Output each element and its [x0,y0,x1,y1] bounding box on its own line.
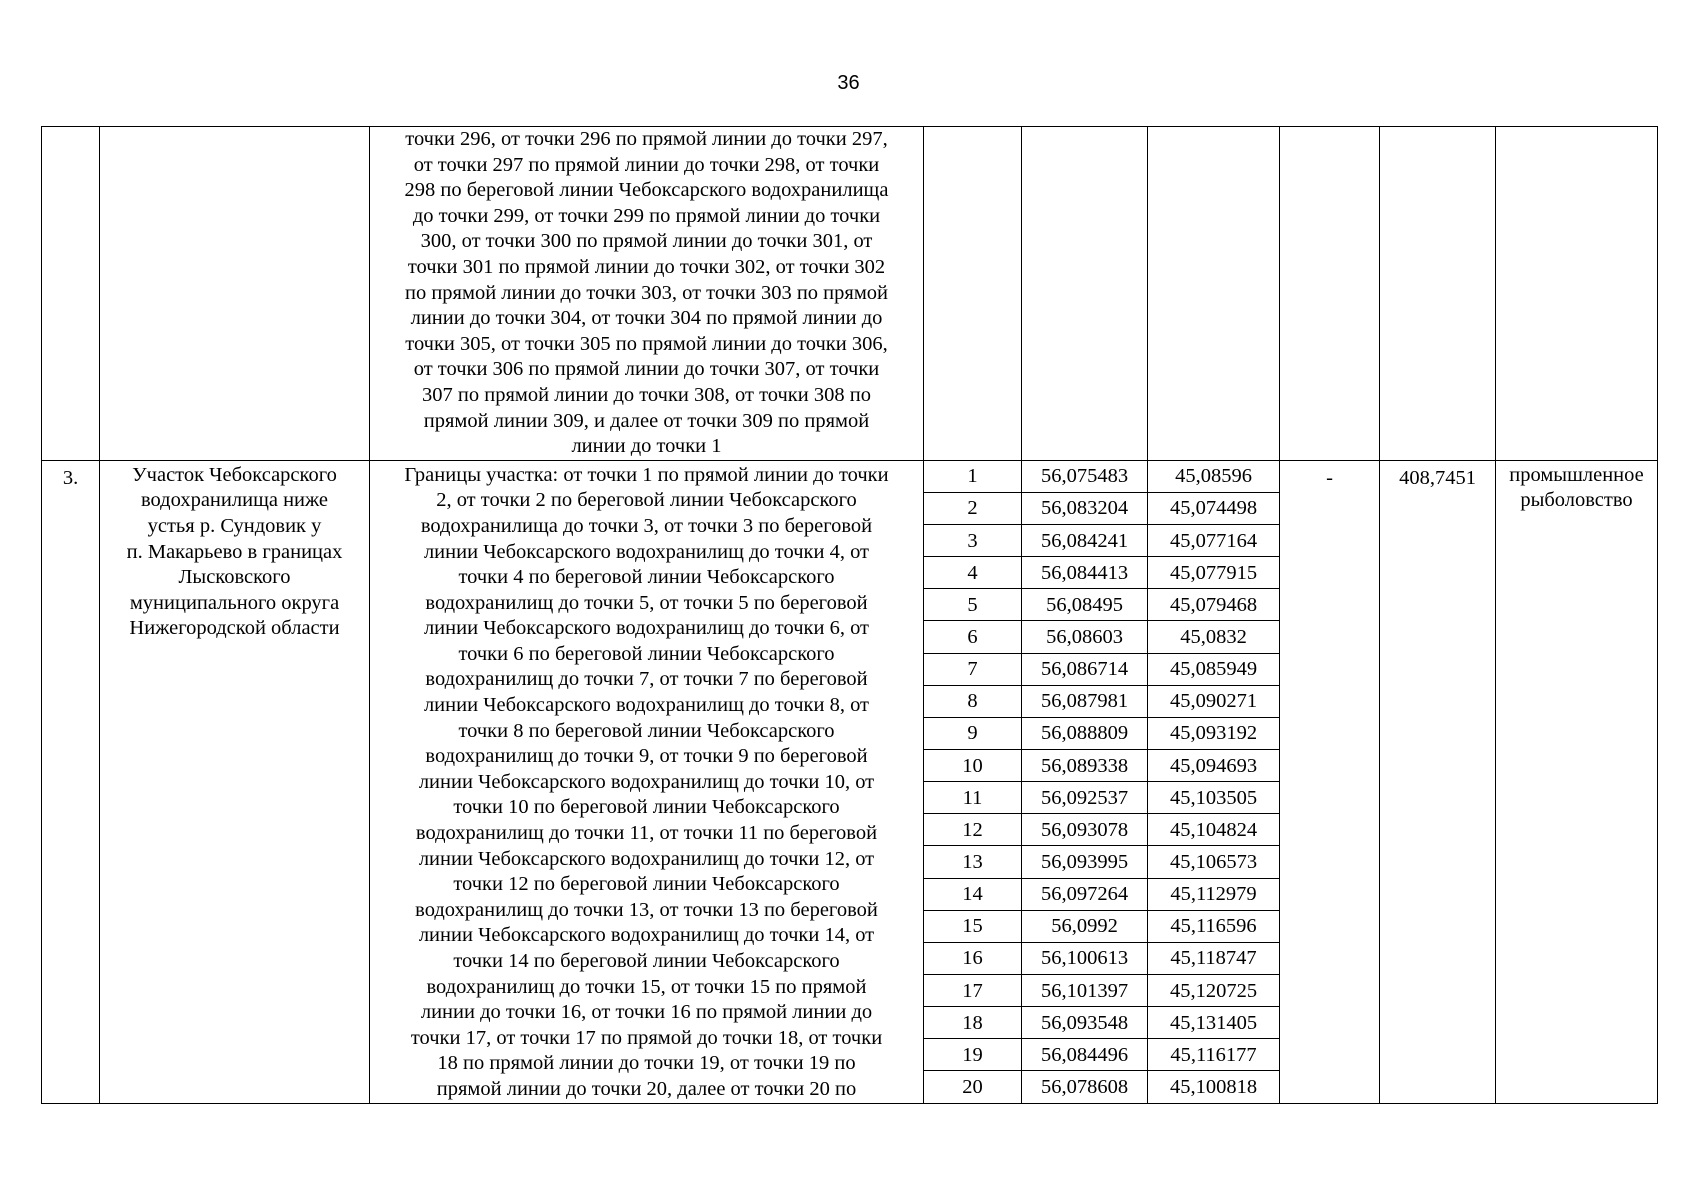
latitude: 56,078608 [1022,1071,1148,1103]
latitude: 56,084413 [1022,557,1148,589]
description-line: водохранилищ до точки 13, от точки 13 по береговой [415,898,878,921]
row-number: 3. [42,460,100,1103]
latitude: 56,08495 [1022,589,1148,621]
description-line: водохранилищ до точки 7, от точки 7 по береговой [425,668,868,691]
longitude: 45,103505 [1148,782,1280,814]
description-line: точки 12 по береговой линии Чебоксарского [453,873,840,896]
latitude: 56,089338 [1022,749,1148,781]
cell-empty [42,127,100,461]
description-line: 298 по береговой линии Чебоксарского водохранилища [404,179,889,202]
longitude: 45,08596 [1148,460,1280,492]
latitude: 56,084241 [1022,525,1148,557]
description-line: точки 17, от точки 17 по прямой до точки 18, от точки [410,1026,883,1049]
point-number: 10 [924,749,1022,781]
point-number: 18 [924,1007,1022,1039]
latitude: 56,075483 [1022,460,1148,492]
description-line: прямой линии 309, и далее от точки 309 по прямой [423,409,870,432]
description-line: точки 296, от точки 296 по прямой линии до точки 297, [405,128,888,150]
point-number: 9 [924,717,1022,749]
plot-name-line: устья р. Сундовик у [147,514,322,537]
latitude: 56,092537 [1022,782,1148,814]
description-line: водохранилищ до точки 5, от точки 5 по береговой [425,591,868,614]
latitude: 56,0992 [1022,910,1148,942]
description-line: линии до точки 304, от точки 304 по прямой линии до [410,307,883,330]
description-line: линии до точки 1 [571,435,722,458]
latitude: 56,093078 [1022,814,1148,846]
longitude: 45,116177 [1148,1039,1280,1071]
longitude: 45,104824 [1148,814,1280,846]
usage-line: промышленное [1509,463,1644,486]
description-line: 300, от точки 300 по прямой линии до точки 301, от [420,230,873,253]
point-number: 1 [924,460,1022,492]
dash-cell: - [1280,460,1380,1103]
description-line: Границы участка: от точки 1 по прямой линии до точки [404,463,889,486]
latitude: 56,088809 [1022,717,1148,749]
longitude: 45,106573 [1148,846,1280,878]
cell-empty [1496,127,1658,461]
table-row-continuation [42,127,1658,461]
longitude: 45,0832 [1148,621,1280,653]
longitude: 45,079468 [1148,589,1280,621]
latitude: 56,101397 [1022,974,1148,1006]
latitude: 56,087981 [1022,685,1148,717]
description-line: водохранилищ до точки 9, от точки 9 по береговой [425,745,868,768]
latitude: 56,097264 [1022,878,1148,910]
description-line: до точки 299, от точки 299 по прямой линии до точки [412,204,881,227]
latitude: 56,084496 [1022,1039,1148,1071]
description-line: от точки 306 по прямой линии до точки 307, от точки [413,358,880,381]
cell-empty [100,127,370,461]
plot-name-line: Участок Чебоксарского [132,463,337,486]
description-line: водохранилищ до точки 15, от точки 15 по прямой [426,975,867,998]
plot-name [100,460,370,1103]
description-line: точки 4 по береговой линии Чебоксарского [458,566,835,589]
description-line: линии Чебоксарского водохранилищ до точки 6, от [423,617,870,640]
point-number: 2 [924,492,1022,524]
description-line: линии Чебоксарского водохранилищ до точки 8, от [423,694,870,717]
plot-name-line: водохранилища ниже [140,489,329,512]
description-line: точки 10 по береговой линии Чебоксарского [453,796,840,819]
longitude: 45,077915 [1148,557,1280,589]
description-line: от точки 297 по прямой линии до точки 298, от точки [413,153,880,176]
cell-empty [1380,127,1496,461]
longitude: 45,131405 [1148,1007,1280,1039]
point-number: 6 [924,621,1022,653]
longitude: 45,118747 [1148,942,1280,974]
plot-name-line: Лысковского [178,566,291,589]
longitude: 45,077164 [1148,525,1280,557]
plot-name-line: п. Макарьево в границах [126,540,343,563]
description-line: 2, от точки 2 по береговой линии Чебоксарского [436,489,857,512]
point-number: 7 [924,653,1022,685]
description-line: по прямой линии до точки 303, от точки 303 по прямой [404,281,889,304]
description-line: водохранилищ до точки 11, от точки 11 по береговой [415,822,878,845]
description-line: точки 301 по прямой линии до точки 302, от точки 302 [407,255,886,278]
point-number: 19 [924,1039,1022,1071]
description-line: линии Чебоксарского водохранилищ до точки 4, от [423,540,870,563]
longitude: 45,074498 [1148,492,1280,524]
usage-line: рыболовство [1520,489,1633,512]
point-number: 4 [924,557,1022,589]
longitude: 45,085949 [1148,653,1280,685]
continued-description [370,127,924,461]
point-number: 16 [924,942,1022,974]
point-number: 14 [924,878,1022,910]
longitude: 45,090271 [1148,685,1280,717]
latitude: 56,083204 [1022,492,1148,524]
point-number: 12 [924,814,1022,846]
usage-type [1496,460,1658,1103]
cell-empty [1148,127,1280,461]
cell-empty [1022,127,1148,461]
point-number: 3 [924,525,1022,557]
description-line: 307 по прямой линии до точки 308, от точки 308 по [422,383,871,406]
description-line: линии Чебоксарского водохранилищ до точки 10, от [418,770,875,793]
description-line: точки 6 по береговой линии Чебоксарского [458,642,835,665]
description-line: водохранилища до точки 3, от точки 3 по береговой [420,514,873,537]
description-line: линии Чебоксарского водохранилищ до точки 12, от [418,847,875,870]
description-line: точки 14 по береговой линии Чебоксарского [453,950,840,972]
plot-name-line: муниципального округа [129,591,340,614]
point-number: 15 [924,910,1022,942]
description-line: линии до точки 16, от точки 16 по прямой линии до [420,1001,873,1024]
description-line: прямой линии до точки 20, далее от точки 20 по [436,1077,857,1100]
longitude: 45,094693 [1148,749,1280,781]
point-number: 13 [924,846,1022,878]
boundary-description [370,460,924,1103]
longitude: 45,116596 [1148,910,1280,942]
longitude: 45,093192 [1148,717,1280,749]
latitude: 56,093548 [1022,1007,1148,1039]
plot-name-line: Нижегородской области [129,617,340,640]
description-line: точки 8 по береговой линии Чебоксарского [458,719,835,742]
cell-empty [924,127,1022,461]
point-number: 17 [924,974,1022,1006]
latitude: 56,08603 [1022,621,1148,653]
area-value: 408,7451 [1380,460,1496,1103]
longitude: 45,112979 [1148,878,1280,910]
latitude: 56,086714 [1022,653,1148,685]
page-number: 36 [837,72,860,94]
latitude: 56,093995 [1022,846,1148,878]
point-number: 11 [924,782,1022,814]
boundaries-table [41,126,1658,1104]
table-row [42,460,1658,492]
description-line: линии Чебоксарского водохранилищ до точки 14, от [418,924,875,947]
description-line: 18 по прямой линии до точки 19, от точки 19 по [437,1052,856,1075]
point-number: 8 [924,685,1022,717]
point-number: 5 [924,589,1022,621]
point-number: 20 [924,1071,1022,1103]
longitude: 45,120725 [1148,974,1280,1006]
latitude: 56,100613 [1022,942,1148,974]
longitude: 45,100818 [1148,1071,1280,1103]
cell-empty [1280,127,1380,461]
description-line: точки 305, от точки 305 по прямой линии до точки 306, [405,332,888,355]
